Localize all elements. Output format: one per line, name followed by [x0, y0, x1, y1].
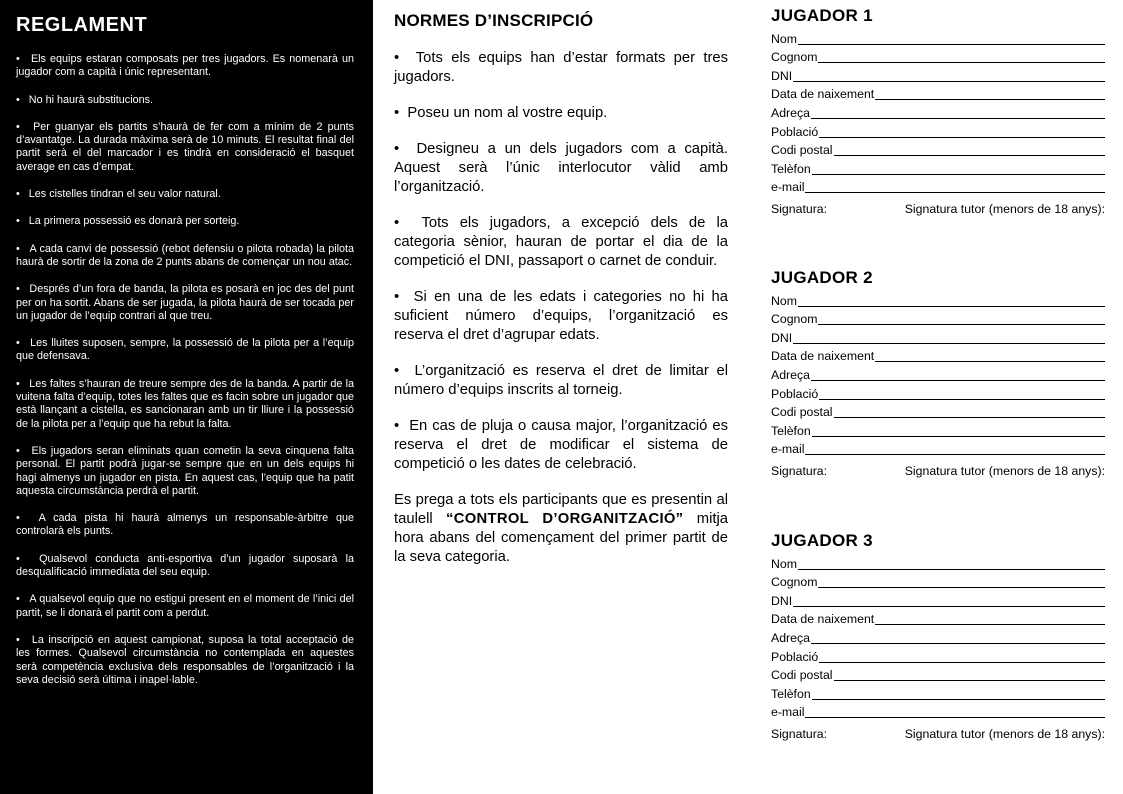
field-row — [771, 702, 1105, 721]
field-blank-line[interactable] — [834, 155, 1105, 156]
field-blank-line[interactable] — [819, 662, 1105, 663]
field-blank-line[interactable] — [811, 118, 1105, 119]
normes-bullet-list — [394, 49, 728, 474]
signature-row — [771, 457, 1105, 478]
bullet-item — [16, 593, 354, 620]
signature-row — [771, 720, 1105, 741]
normes-title: NORMES D’INSCRIPCIÓ — [394, 11, 594, 30]
player-title: JUGADOR 2 — [771, 268, 873, 287]
signature-label: Signatura: — [771, 202, 828, 217]
field-label: Nom — [771, 31, 797, 46]
bullet-dot: • — [394, 141, 417, 157]
bullet-dot: • — [16, 337, 31, 350]
bullet-item — [394, 140, 728, 197]
bullet-text: No hi haurà substitucions. — [28, 93, 154, 106]
field-row — [771, 383, 1105, 402]
bullet-text: Qualsevol conducta anti-esportiva d’un jugador suposarà la desqualificació immediata del seu equip. — [16, 552, 354, 579]
field-blank-line[interactable] — [875, 624, 1105, 625]
field-label: Adreça — [771, 630, 810, 645]
field-label: DNI — [771, 593, 793, 608]
bullet-dot: • — [394, 418, 410, 434]
field-row — [771, 140, 1105, 159]
field-blank-line[interactable] — [818, 587, 1105, 588]
bullet-item — [16, 121, 354, 174]
field-label: Data de naixement — [771, 87, 875, 102]
closing-note — [394, 491, 728, 567]
field-row — [771, 346, 1105, 365]
bullet-dot: • — [394, 215, 422, 231]
field-label: Nom — [771, 556, 797, 571]
field-row — [771, 402, 1105, 421]
signature-tutor-label: Signatura tutor (menors de 18 anys): — [904, 464, 1105, 479]
bullet-dot: • — [16, 552, 40, 565]
bullet-item — [16, 283, 354, 323]
field-blank-line[interactable] — [805, 717, 1105, 718]
bullet-item — [16, 94, 354, 107]
bullet-text: A qualsevol equip que no estigui present en el moment de l’inici del partit, se li donarà el partit com a perdut. — [16, 593, 354, 619]
field-blank-line[interactable] — [812, 699, 1105, 700]
signature-label: Signatura: — [771, 464, 828, 479]
field-label: Data de naixement — [771, 349, 875, 364]
bullet-item — [394, 49, 728, 87]
field-blank-line[interactable] — [793, 343, 1105, 344]
bullet-item — [394, 288, 728, 345]
bullet-text: Després d’un fora de banda, la pilota es posarà en joc des del punt per on ha sortit. Abans de ser jugada, la pilota haurà de ser tocada per un jugador de l’equip contrari al que treu. — [16, 283, 354, 322]
field-blank-line[interactable] — [793, 606, 1105, 607]
bullet-text: Tots els jugadors, a excepció dels de la categoria sènior, hauran de portar el dia de la competició el DNI, passaport o carnet de conduir. — [394, 215, 728, 269]
field-row — [771, 177, 1105, 196]
signature-label: Signatura: — [771, 727, 828, 742]
player-form — [771, 268, 1105, 478]
field-label: Adreça — [771, 367, 810, 382]
bullet-text: Si en una de les edats i categories no hi ha suficient número d’equips, l’organització es reserva el dret d’agrupar edats. — [394, 289, 728, 343]
field-label: DNI — [771, 68, 793, 83]
bullet-item — [16, 378, 354, 431]
player-form — [771, 6, 1105, 216]
normes-panel — [394, 0, 728, 584]
field-blank-line[interactable] — [818, 324, 1105, 325]
field-row — [771, 309, 1105, 328]
bullet-item — [16, 53, 354, 80]
player-form — [771, 531, 1105, 741]
bullet-text: En cas de pluja o causa major, l’organització es reserva el dret de modificar el sistema de competició o les dates de celebració. — [394, 418, 729, 472]
bullet-dot: • — [394, 363, 415, 379]
bullet-dot: • — [394, 105, 408, 121]
field-row — [771, 420, 1105, 439]
signature-tutor-label: Signatura tutor (menors de 18 anys): — [904, 727, 1105, 742]
field-blank-line[interactable] — [811, 380, 1105, 381]
bullet-dot: • — [394, 50, 416, 66]
bullet-item — [394, 417, 728, 474]
bullet-text: L’organització es reserva el dret de limitar el número d’equips inscrits al torneig. — [394, 363, 728, 398]
bullet-item — [16, 337, 354, 364]
field-row — [771, 290, 1105, 309]
field-blank-line[interactable] — [875, 361, 1105, 362]
bullet-text: La primera possessió es donarà per sorteig. — [28, 215, 240, 228]
field-row — [771, 327, 1105, 346]
bullet-text: La inscripció en aquest campionat, suposa la total acceptació de les formes. Qualsevol circumstància no contemplada en aquestes serà competència exclusiva dels responsables de l’organització i la seva decisió serà última i inapel·lable. — [16, 633, 354, 686]
field-row — [771, 364, 1105, 383]
bullet-item — [16, 512, 354, 539]
field-blank-line[interactable] — [805, 454, 1105, 455]
field-row — [771, 121, 1105, 140]
field-label: Població — [771, 124, 819, 139]
field-row — [771, 609, 1105, 628]
player-title: JUGADOR 1 — [771, 6, 873, 25]
field-label: Codi postal — [771, 405, 833, 420]
field-row — [771, 47, 1105, 66]
field-blank-line[interactable] — [811, 643, 1105, 644]
field-row — [771, 65, 1105, 84]
field-label: e-mail — [771, 180, 805, 195]
bullet-dot: • — [16, 593, 30, 606]
field-blank-line[interactable] — [793, 81, 1105, 82]
bullet-dot: • — [16, 377, 30, 390]
field-row — [771, 28, 1105, 47]
field-row — [771, 627, 1105, 646]
field-label: DNI — [771, 330, 793, 345]
bullet-item — [16, 215, 354, 228]
players-panel — [771, 0, 1105, 794]
field-blank-line[interactable] — [875, 99, 1105, 100]
bullet-dot: • — [16, 188, 29, 201]
bullet-text: Els equips estaran composats per tres jugadors. Es nomenarà un jugador com a capità i únic representant. — [16, 53, 354, 79]
bullet-text: Poseu un nom al vostre equip. — [407, 105, 608, 121]
field-blank-line[interactable] — [818, 62, 1105, 63]
bullet-text: Els jugadors seran eliminats quan cometin la seva cinquena falta personal. El partit podrà jugar-se sempre que en un dels equips hi hagi almenys un jugador en pista. En aquest cas, l’equip que ha patit aquesta circumstància perdrà el partit. — [16, 444, 354, 497]
field-row — [771, 646, 1105, 665]
field-label: e-mail — [771, 705, 805, 720]
field-label: Codi postal — [771, 668, 833, 683]
field-row — [771, 158, 1105, 177]
bullet-item — [16, 188, 354, 201]
bullet-text: A cada canvi de possessió (rebot defensiu o pilota robada) la pilota haurà de sortir de la zona de 2 punts abans de començar un nou atac. — [16, 242, 355, 268]
bullet-dot: • — [16, 120, 34, 133]
field-label: Cognom — [771, 50, 818, 65]
player-title: JUGADOR 3 — [771, 531, 873, 550]
field-blank-line[interactable] — [805, 192, 1105, 193]
field-blank-line[interactable] — [812, 174, 1105, 175]
field-blank-line[interactable] — [834, 417, 1105, 418]
field-blank-line[interactable] — [812, 436, 1105, 437]
bullet-dot: • — [16, 215, 29, 228]
bullet-text: A cada pista hi haurà almenys un responsable-àrbitre que controlarà els punts. — [16, 512, 354, 538]
control-organitzacio-emphasis: “CONTROL D’ORGANITZACIÓ” — [446, 511, 684, 527]
field-row — [771, 665, 1105, 684]
field-label: Població — [771, 649, 819, 664]
field-label: e-mail — [771, 442, 805, 457]
field-row — [771, 439, 1105, 458]
field-row — [771, 683, 1105, 702]
field-row — [771, 553, 1105, 572]
field-blank-line[interactable] — [819, 137, 1105, 138]
bullet-dot: • — [16, 512, 39, 525]
field-blank-line[interactable] — [798, 569, 1105, 570]
signature-row — [771, 195, 1105, 216]
field-label: Telèfon — [771, 161, 811, 176]
field-label: Telèfon — [771, 423, 811, 438]
field-label: Adreça — [771, 105, 810, 120]
bullet-dot: • — [16, 53, 31, 65]
bullet-dot: • — [16, 93, 29, 106]
bullet-dot: • — [394, 289, 414, 305]
bullet-item — [16, 634, 354, 687]
bullet-item — [394, 362, 728, 400]
field-label: Telèfon — [771, 686, 811, 701]
bullet-dot: • — [16, 444, 32, 457]
field-label: Nom — [771, 293, 797, 308]
bullet-item — [16, 243, 354, 270]
field-blank-line[interactable] — [798, 306, 1105, 307]
bullet-text: Per guanyar els partits s’haurà de fer com a mínim de 2 punts d’avantatge. La durada màxima serà de 10 minuts. El resultat final del partit serà el del marcador i es tindrà en consideració el basquet average en cas d’empat. — [16, 120, 354, 173]
field-label: Cognom — [771, 312, 818, 327]
closing-note-text-end: mitja hora abans del començament del primer partit de la seva categoria. — [394, 511, 728, 565]
reglament-panel — [0, 0, 373, 794]
bullet-text: Les cistelles tindran el seu valor natural. — [28, 188, 221, 201]
field-blank-line[interactable] — [819, 399, 1105, 400]
field-label: Cognom — [771, 575, 818, 590]
field-label: Població — [771, 386, 819, 401]
bullet-item — [16, 553, 354, 580]
bullet-dot: • — [16, 242, 30, 255]
field-label: Data de naixement — [771, 612, 875, 627]
bullet-text: Les faltes s’hauran de treure sempre des de la banda. A partir de la vuitena falta d’equip, totes les faltes que es facin sobre un jugador que està llançant a cistella, es sancionaran amb un tir lliure i la possessió de la pilota per a l’equip que ha rebut la falta. — [16, 377, 354, 430]
bullet-item — [394, 104, 728, 123]
bullet-item — [16, 445, 354, 498]
field-row — [771, 572, 1105, 591]
bullet-text: Les lluites suposen, sempre, la possessió de la pilota per a l’equip que defensava. — [16, 337, 354, 363]
bullet-dot: • — [16, 633, 32, 646]
field-blank-line[interactable] — [798, 44, 1105, 45]
signature-tutor-label: Signatura tutor (menors de 18 anys): — [904, 202, 1105, 217]
field-row — [771, 84, 1105, 103]
bullet-text: Designeu a un dels jugadors com a capità. Aquest serà l’únic interlocutor vàlid amb l’organització. — [394, 141, 728, 195]
field-label: Codi postal — [771, 143, 833, 158]
reglament-bullet-list — [16, 53, 354, 687]
closing-note-text: Es prega a tots els participants que es presentin al taulell — [394, 492, 728, 527]
bullet-text: Tots els equips han d’estar formats per tres jugadors. — [394, 50, 728, 85]
bullet-item — [394, 214, 728, 271]
bullet-dot: • — [16, 283, 30, 296]
field-blank-line[interactable] — [834, 680, 1105, 681]
field-row — [771, 102, 1105, 121]
field-row — [771, 590, 1105, 609]
reglament-title: REGLAMENT — [16, 14, 148, 36]
